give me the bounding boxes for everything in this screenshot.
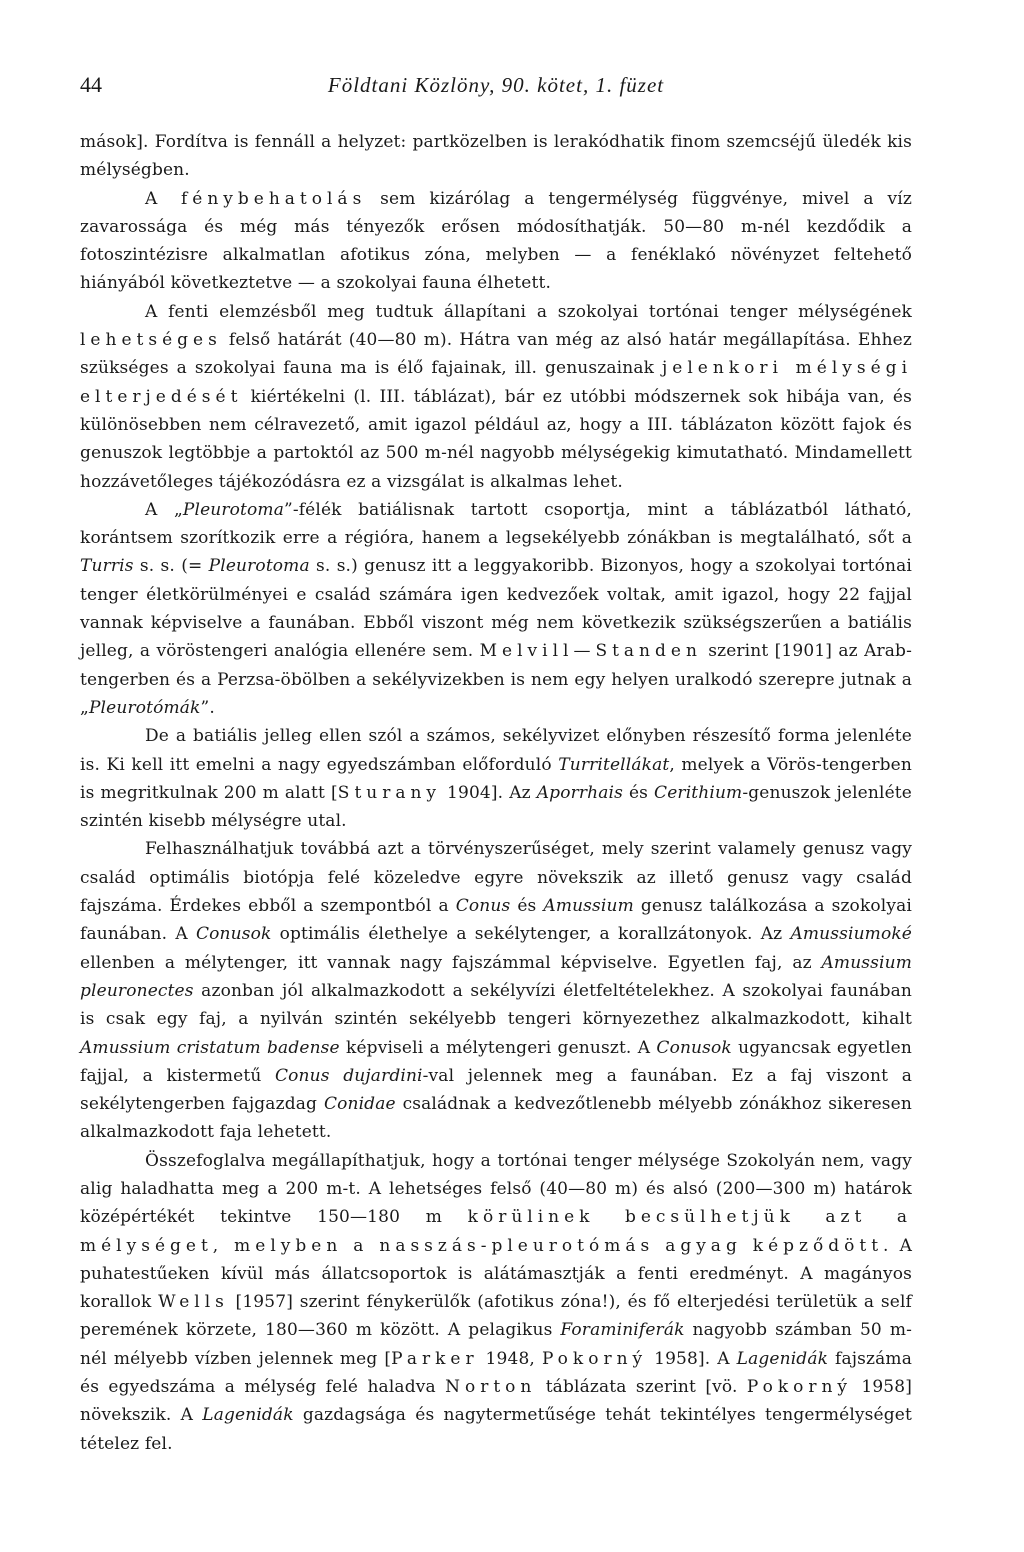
italic-taxon: Pleurotómák [88, 697, 201, 718]
text-run: azonban jól alkalmazkodott a sekélyvízi életfeltételekhez. A szokolyai faunában is csak egy faj, a nyilván szintén sekélyebb tengeri környezethez alkalmazkodott, kihalt [80, 980, 912, 1030]
italic-taxon: Conus [455, 896, 511, 917]
running-header [80, 72, 912, 106]
text-run: mások]. Fordítva is fennáll a helyzet: partközelben is lerakódhatik finom szemcséjű üledék kis mélységben. [80, 132, 912, 181]
italic-taxon: Conusok [195, 924, 272, 945]
paragraph-7 [80, 1147, 912, 1458]
spaced-emphasis: lehetséges [80, 330, 222, 351]
text-run: gazdagsága és nagytermetűsége tehát tekintélyes tengermélységet tételez fel. [80, 1405, 912, 1454]
text-run: kiértékelni (l. III. táblázat), bár ez utóbbi módszernek sok hibája van, és különösebben nem célravezető, amit igazol például az, hogy a III. táblázaton között fajok és genuszok legtöbbje a partoktól az 500 m-nél nagyobb mélységekig kimutatható. Mindamellett hozzávetőleges tájékozódásra ez a vizsgálat is alkalmas lehet. [80, 386, 912, 492]
text-run: Összefoglalva megállapíthatjuk, hogy a tortónai tenger mélysége Szokolyán nem, vagy alig haladhatta meg a 200 m-t. A lehetséges felső (40—80 m) és alsó (200—300 m) határok középértékét tekintve 150—180 m [80, 1150, 912, 1228]
italic-taxon: Amussium [543, 896, 634, 917]
spaced-emphasis: Norton [445, 1377, 537, 1398]
spaced-emphasis: Sturany [337, 782, 442, 803]
spaced-emphasis: A fénybehatolás [145, 188, 367, 209]
text-run: A „ [145, 499, 183, 520]
text-run: 1904]. Az [441, 782, 537, 803]
spaced-emphasis: Pokorný [541, 1348, 648, 1369]
text-run: genusz találkozása a szokolyai faunában. A [80, 896, 912, 945]
italic-taxon: Amussiumoké [790, 924, 912, 945]
italic-taxon: Turritellákat [558, 754, 670, 775]
italic-taxon: Amussium pleuronectes [80, 952, 912, 1001]
text-run: ugyancsak egyetlen fajjal, a kistermetű [80, 1037, 912, 1086]
text-run: képviseli a mélytengeri genuszt. A [339, 1037, 657, 1058]
spaced-emphasis: Melvill—Standen [479, 641, 702, 662]
text-run: 1958] növekszik. A [80, 1377, 913, 1426]
paragraph-6 [80, 835, 912, 1146]
text-run: [1957] szerint fénykerülők (afotikus zóna!), és fő elterjedési területük a self peremének körzete, 180—360 m között. A pelagikus [80, 1292, 912, 1341]
paragraph-1 [80, 128, 912, 185]
text-run: felső határát (40—80 m). Hátra van még az alsó határ megállapítása. Ehhez szükséges a szokolyai fauna ma is élő fajainak, ill. genuszainak [80, 330, 912, 379]
paragraph-3 [80, 298, 912, 496]
italic-taxon: Lagenidák [202, 1405, 294, 1426]
text-run: A puhatestűeken kívül más állatcsoportok is alátámasztják a fenti eredményt. A magányos korallok [80, 1235, 912, 1313]
spaced-emphasis: Pokorný [746, 1377, 853, 1398]
body-text [80, 128, 912, 1458]
italic-taxon: Aporrhais [536, 782, 623, 803]
text-run: ”. [200, 697, 215, 718]
text-run: s. s. (= [133, 556, 209, 577]
journal-title: Földtani Közlöny, 90. kötet, 1. füzet [327, 73, 665, 97]
text-run: optimális élethelye a sekélytenger, a korallzátonyok. Az [271, 924, 791, 945]
text-run: Felhasználhatjuk továbbá azt a törvényszerűséget, mely szerint valamely genusz vagy család optimális biotópja felé közeledve egyre növekszik az illető genusz vagy család fajszáma. Érdekes ebből a szempontból a [80, 839, 912, 917]
italic-taxon: Conus dujardini [275, 1065, 423, 1086]
spaced-emphasis: körülinek becsülhetjük azt a mélységet, melyben a nasszás-pleurotómás agyag képződött. [80, 1207, 912, 1256]
text-run: s. s.) genusz itt a leggyakoribb. Bizonyos, hogy a szokolyai tortónai tenger életkörülményei e család számára igen kedvezőek voltak, amit igazol, hogy 22 fajjal vannak képviselve a faunában. Ebből viszont még nem következik szükségszerűen a batiális jelleg, a vöröstengeri analógia ellenére sem. [80, 556, 913, 662]
italic-taxon: Amussium cristatum badense [80, 1037, 340, 1058]
text-run: ellenben a mélytenger, itt vannak nagy fajszámmal képviselve. Egyetlen faj, az [80, 952, 822, 973]
text-run: De a batiális jelleg ellen szól a számos, sekélyvizet előnyben részesítő forma jelenléte is. Ki kell itt emelni a nagy egyedszámban előforduló [80, 726, 912, 775]
italic-taxon: Conidae [323, 1094, 396, 1115]
text-run: A fenti elemzésből meg tudtuk állapítani a szokolyai tortónai tenger mélységének [145, 301, 912, 322]
spaced-emphasis: jelenkori mélységi elterjedését [80, 358, 913, 407]
text-run: nagyobb számban 50 m-nél mélyebb vízben jelennek meg [ [80, 1320, 912, 1369]
italic-taxon: Turris [80, 556, 134, 577]
text-run: -val jelennek meg a faunában. Ez a faj viszont a sekélytengerben fajgazdag [80, 1065, 912, 1115]
italic-taxon: Pleurotoma [182, 499, 284, 520]
text-run: és [510, 896, 544, 917]
paragraph-4 [80, 496, 912, 722]
italic-taxon: Cerithium [654, 782, 743, 803]
text-run: szerint [1901] az Arab-tengerben és a Perzsa-öbölben a sekélyvizekben is nem egy helyen uralkodó szerepre jutnak a „ [80, 641, 912, 718]
spaced-emphasis: Parker [391, 1348, 479, 1369]
page-number: 44 [80, 72, 102, 97]
italic-taxon: Conusok [656, 1037, 732, 1058]
text-run: fajszáma és egyedszáma a mélység felé haladva [80, 1348, 912, 1398]
text-run: ”-félék batiálisnak tartott csoportja, mint a táblázatból látható, korántsem szorítkozik erre a régióra, hanem a legsekélyebb zónákban is megtalálható, sőt a [80, 499, 912, 549]
paragraph-5 [80, 722, 912, 835]
spaced-emphasis: Wells [158, 1292, 229, 1313]
text-run: 1948, [478, 1348, 542, 1369]
text-run: 1958]. A [647, 1348, 737, 1369]
text-run: családnak a kedvezőtlenebb mélyebb zónákhoz sikeresen alkalmazkodott faja lehetett. [80, 1094, 912, 1143]
text-run: táblázata szerint [vö. [536, 1377, 747, 1398]
italic-taxon: Lagenidák [736, 1348, 829, 1369]
text-run: és [622, 782, 655, 803]
text-run: , melyek a Vörös-tengerben is megritkulnak 200 m alatt [ [80, 754, 912, 803]
italic-taxon: Foraminiferák [560, 1320, 685, 1341]
text-run: sem kizárólag a tengermélység függvénye, mivel a víz zavarossága és még más tényezők erősen módosíthatják. 50—80 m-nél kezdődik a fotoszintézisre alkalmatlan afotikus zóna, melyben — a fenéklakó növényzet feltehető hiányából következtetve — a szokolyai fauna élhetett. [80, 188, 912, 294]
text-run: -genuszok jelenléte szintén kisebb mélységre utal. [80, 782, 912, 832]
paragraph-2 [80, 185, 912, 298]
italic-taxon: Pleurotoma [208, 556, 310, 577]
